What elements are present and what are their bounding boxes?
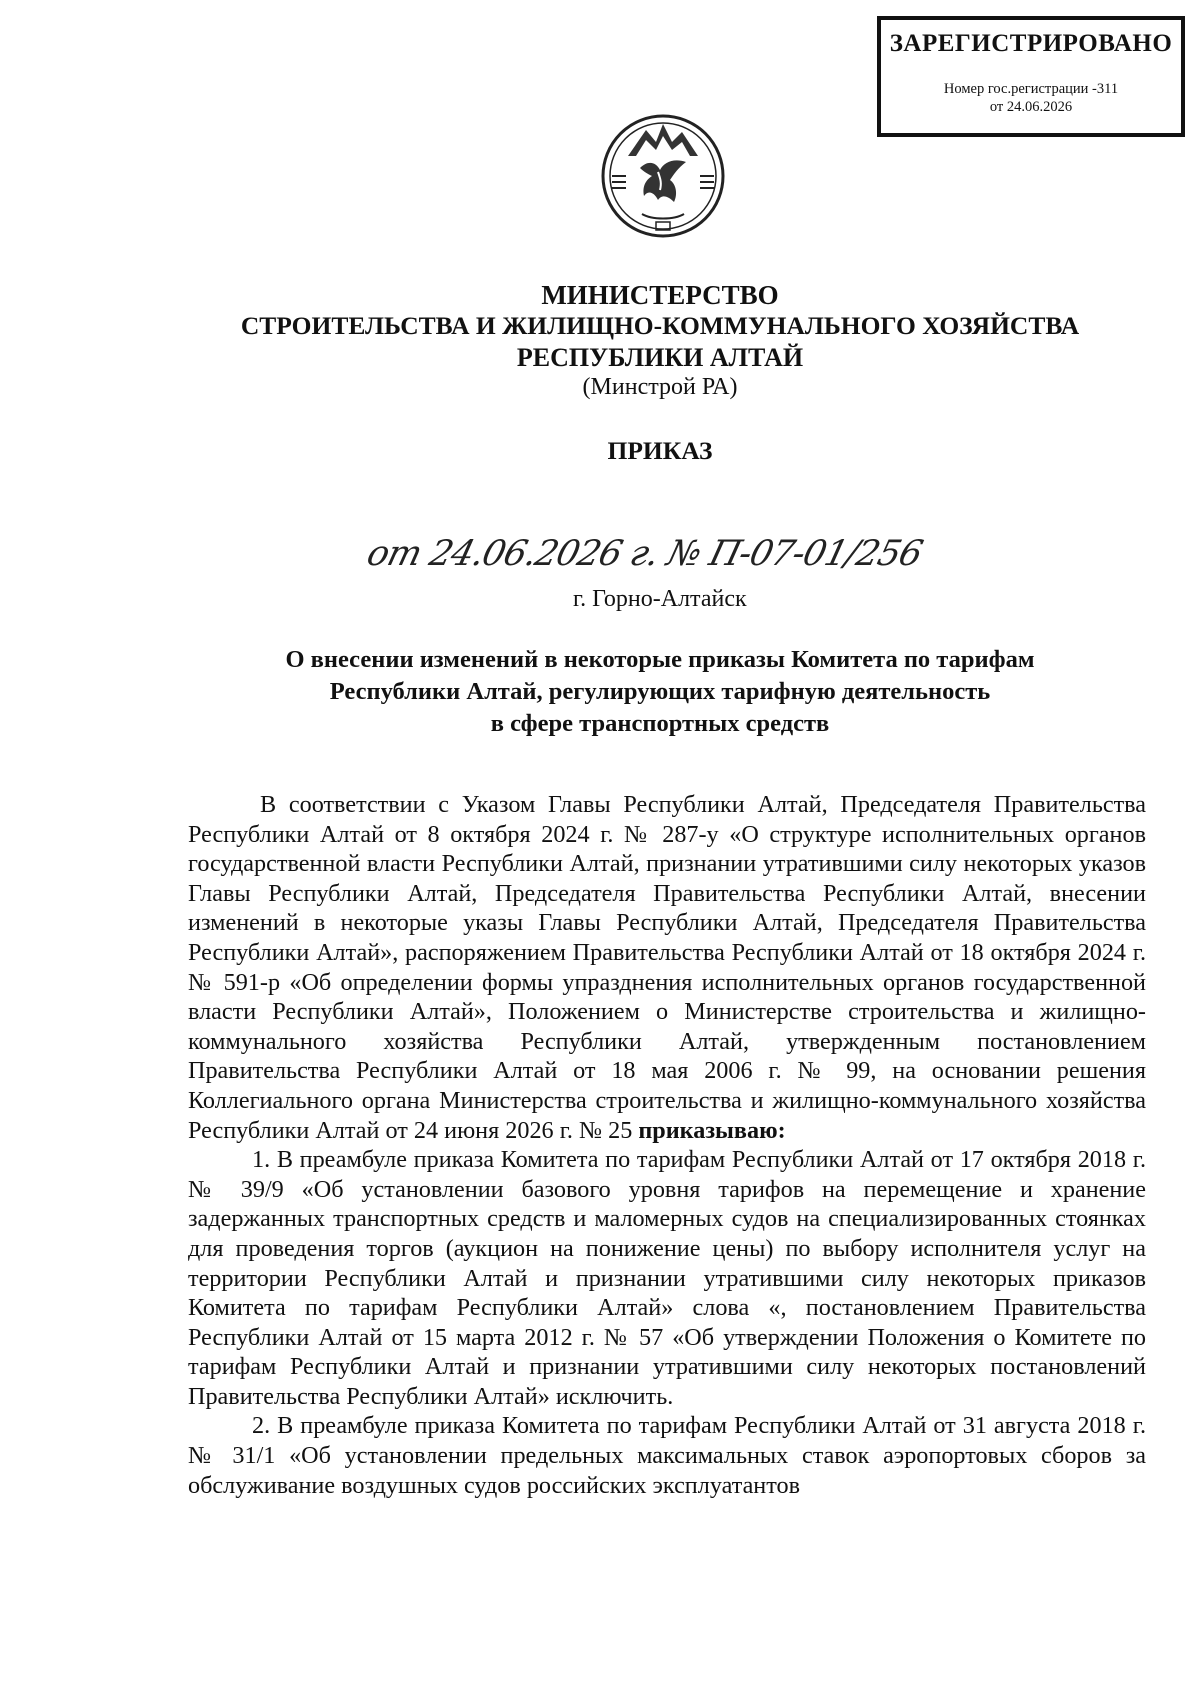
registration-stamp	[877, 16, 1185, 137]
order-item-1: 1. В преамбуле приказа Комитета по тарифам Республики Алтай от 17 октября 2018 г. № 39/9 «Об установлении базового уровня тарифов на перемещение и хранение задержанных транспортных средств и маломерных судов на специализированных стоянках для проведения торгов (аукцион на понижение цены) по выбору исполнителя услуг на территории Республики Алтай и признании утратившими силу некоторых приказов Комитета по тарифам Республики Алтай» слова «, постановлением Правительства Республики Алтай от 15 марта 2012 г. № 57 «Об утверждении Положения о Комитете по тарифам Республики Алтай и признании утратившими силу некоторых постановлений Правительства Республики Алтай» исключить.	[188, 1146, 1146, 1410]
subject-line-3: в сфере транспортных средств	[490, 710, 830, 737]
registration-title: ЗАРЕГИСТРИРОВАНО	[889, 30, 1173, 57]
order-body	[188, 790, 1146, 1500]
handwritten-order-date-number: от 24.06.2026 г. № П-07-01/256	[363, 534, 926, 574]
city-name: г. Горно-Алтайск	[573, 586, 747, 612]
preamble-text: В соответствии с Указом Главы Республики Алтай, Председателя Правительства Республики Алтай от 8 октября 2024 г. № 287-у «О структуре исполнительных органов государственной власти Республики Алтай, признании утратившими силу некоторых указов Главы Республики Алтай, Председателя Правительства Республики Алтай, внесении изменений в некоторые указы Главы Республики Алтай, Председателя Правительства Республики Алтай», распоряжением Правительства Республики Алтай от 18 октября 2024 г. № 591-р «Об определении формы упразднения исполнительных органов государственной власти Республики Алтай», Положением о Министерстве строительства и жилищно-коммунального хозяйства Республики Алтай, утвержденным постановлением Правительства Республики Алтай от 18 мая 2006 г. № 99, на основании решения Коллегиального органа Министерства строительства и жилищно-коммунального хозяйства Республики Алтай от 24 июня 2026 г. № 25	[188, 791, 1146, 1144]
registration-number: Номер гос.регистрации -311	[943, 81, 1119, 97]
ministry-title: МИНИСТЕРСТВО	[541, 280, 779, 310]
subject-line-1: О внесении изменений в некоторые приказы Комитета по тарифам	[285, 646, 1035, 673]
ministry-abbreviation: (Минстрой РА)	[582, 374, 738, 400]
order-item-2: 2. В преамбуле приказа Комитета по тарифам Республики Алтай от 31 августа 2018 г. № 31/1 «Об установлении предельных максимальных ставок аэропортовых сборов за обслуживание воздушных судов российских эксплуатантов	[188, 1412, 1146, 1499]
document-type-title: ПРИКАЗ	[607, 436, 713, 465]
preamble-paragraph	[188, 790, 1146, 1145]
subject-line-2: Республики Алтай, регулирующих тарифную деятельность	[329, 678, 991, 705]
ministry-name-line3: РЕСПУБЛИКИ АЛТАЙ	[516, 343, 804, 372]
order-subject	[180, 644, 1140, 740]
registration-date: от 24.06.2026	[989, 99, 1073, 115]
ministry-name-line2: СТРОИТЕЛЬСТВА И ЖИЛИЩНО-КОММУНАЛЬНОГО ХОЗЯЙСТВА	[240, 311, 1080, 340]
coat-of-arms-emblem	[598, 110, 728, 245]
command-word: приказываю:	[638, 1116, 786, 1144]
